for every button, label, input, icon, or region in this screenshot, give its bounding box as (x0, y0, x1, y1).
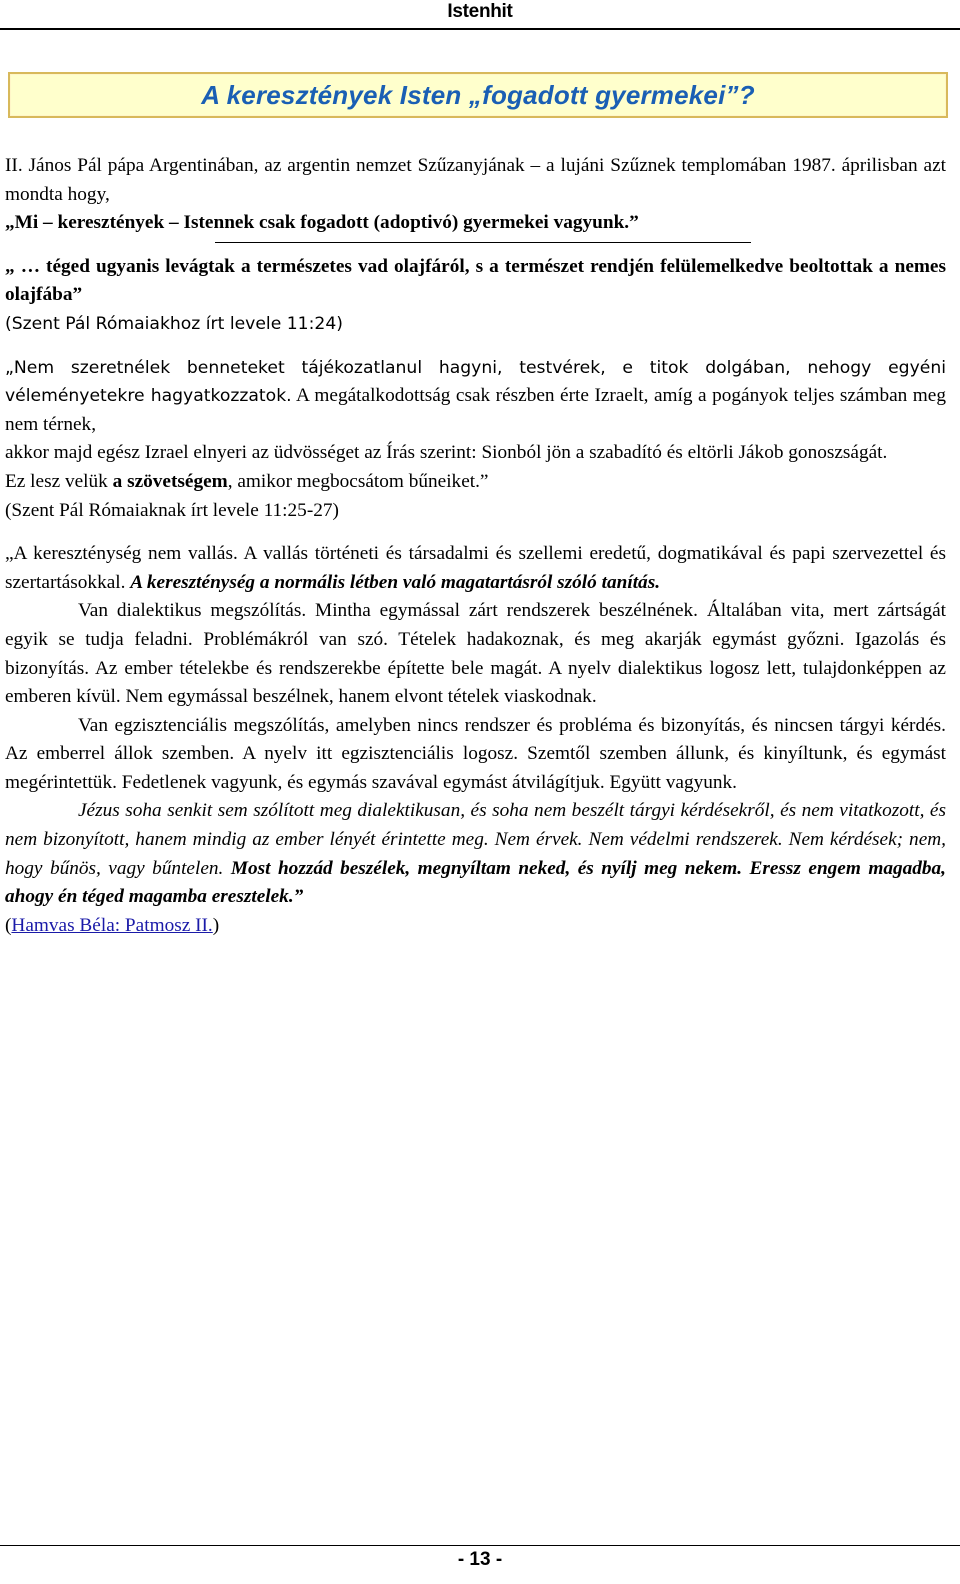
document-body (5, 152, 946, 940)
document-title: A keresztények Isten „fogadott gyermekei”? (201, 79, 755, 110)
hamvas-source (5, 912, 946, 941)
spacer (5, 339, 946, 354)
romans-quote-11-24: „ … téged ugyanis levágtak a természetes vad olajfáról, s a természet rendjén felülemelkedve beoltottak a nemes olajfába” (5, 255, 946, 306)
page-number: - 13 - (457, 1549, 503, 1570)
source-open-paren: ( (5, 914, 12, 936)
title-box (8, 72, 948, 118)
footer-rule (0, 1545, 960, 1546)
romans-source-11-24: (Szent Pál Rómaiakhoz írt levele 11:24) (5, 313, 343, 334)
romans-quote-11-25-p1 (5, 354, 946, 440)
hamvas-p4-italic: Jézus soha senkit sem szólított meg dialektikusan, és soha nem beszélt tárgyi kérdésekről, és nem vitatkozott, és nem bizonyított, hanem mindig az ember lényét érintette meg. Nem érvek. Nem védelmi rendszerek. Nem kérdések; nem, hogy bűnös, vagy bűntelen. (5, 800, 946, 879)
pope-quote: „Mi – keresztények – Istennek csak fogadott (adoptivó) gyermekei vagyunk.” (5, 212, 639, 234)
romans-part1: „Nem szeretnélek benneteket tájékozatlanul hagyni, testvérek, e titok dolgában, nehogy egyéni véleményetekre hagyatkozzatok. (5, 357, 946, 407)
romans-quote-11-25-p2: akkor majd egész Izrael elnyeri az üdvösséget az Írás szerint: Sionból jön a szabadító és eltörli Jákob gonoszságát. (5, 442, 888, 464)
intro-paragraph: II. János Pál pápa Argentinában, az argentin nemzet Szűzanyjának – a lujáni Szűznek templomában 1987. áprilisban azt mondta hogy, (5, 155, 946, 205)
romans-line3-pre: Ez lesz velük (5, 470, 113, 492)
romans-part2: A megátalkodottság csak részben érte Izraelt, amíg a pogányok teljes számban meg nem térnek, (5, 385, 946, 435)
hamvas-paragraph-1 (5, 540, 946, 597)
hamvas-source-link[interactable]: Hamvas Béla: Patmosz II. (11, 914, 213, 936)
romans-source-11-25: (Szent Pál Rómaiaknak írt levele 11:25-27) (5, 499, 339, 521)
running-header: Istenhit (447, 1, 513, 22)
romans-quote-11-25-p3 (5, 468, 946, 497)
hamvas-p1-emphasis: A kereszténység a normális létben való magatartásról szóló tanítás. (130, 571, 661, 593)
covenant-emphasis: a szövetségem (112, 470, 228, 492)
romans-line3-post: , amikor megbocsátom bűneiket.” (227, 470, 489, 492)
hamvas-paragraph-4 (5, 797, 946, 911)
source-close-paren: ) (212, 914, 220, 936)
spacer (5, 525, 946, 540)
hamvas-p4-emphasis: Most hozzád beszélek, megnyíltam neked, és nyílj meg nekem. Eressz engem magadba, ahogy én téged magamba eresztelek.” (5, 857, 946, 908)
header-rule (0, 28, 960, 30)
hamvas-p1-plain: „A kereszténység nem vallás. A vallás történeti és társadalmi és szellemi eredetű, dogmatikával és papi szervezettel és szertartásokkal. (5, 543, 946, 593)
separator-rule (215, 242, 751, 243)
hamvas-paragraph-2: Van dialektikus megszólítás. Mintha egymással zárt rendszerek beszélnének. Általában vita, mert zártságát egyik se tudja feladni. Problémákról van szó. Tételek hadakoznak, és meg akarják egymást győzni. Igazolás és bizonyítás. Az ember tételekbe és rendszerekbe építette bele magát. A nyelv dialektikus logosz lett, tulajdonképpen az emberen kívül. Nem egymással beszélnek, hanem elvont tételek viaskodnak. (5, 600, 946, 708)
hamvas-paragraph-3: Van egzisztenciális megszólítás, amelyben nincs rendszer és probléma és bizonyítás, és nincsen tárgyi kérdés. Az emberrel állok szemben. A nyelv itt egzisztenciális logosz. Szemtől szemben állunk, és kinyíltunk, és egymást megérintettük. Fedetlenek vagyunk, és egymás szavával egymást átvilágítjuk. Együtt vagyunk. (5, 714, 946, 793)
